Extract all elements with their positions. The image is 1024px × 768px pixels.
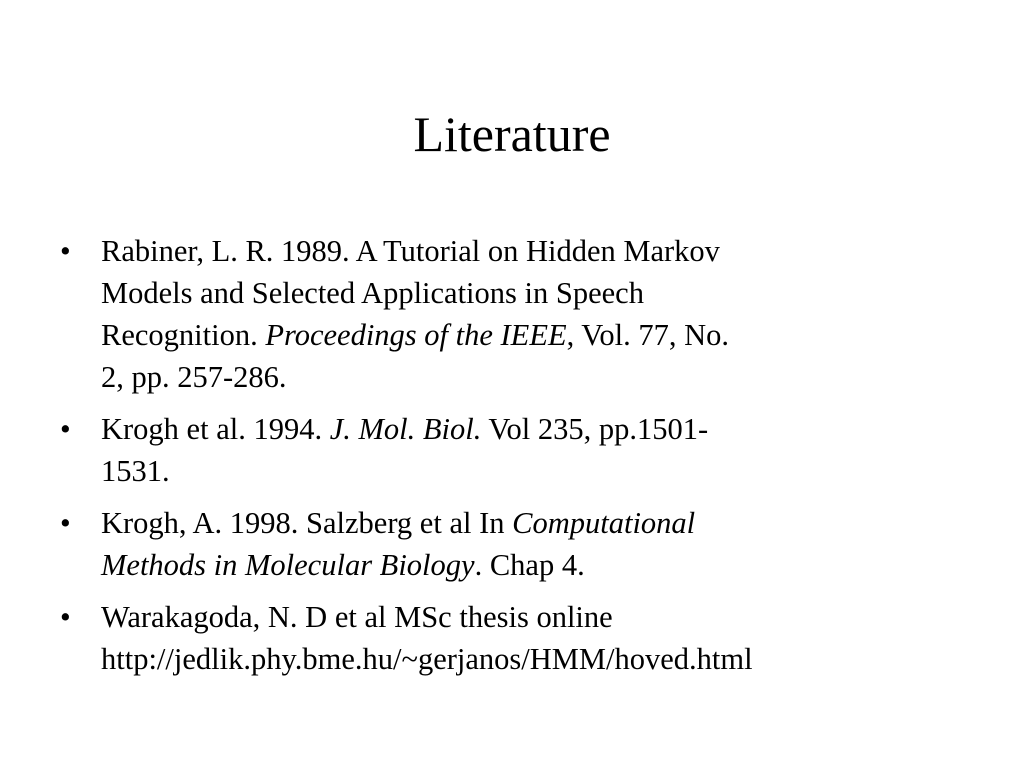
reference-line bbox=[101, 544, 980, 586]
reference-segment: Krogh, A. 1998. Salzberg et al In bbox=[101, 506, 513, 540]
reference-item bbox=[60, 596, 980, 680]
reference-line bbox=[101, 314, 980, 356]
reference-text bbox=[101, 502, 980, 586]
reference-segment: Recognition. bbox=[101, 318, 266, 352]
reference-text bbox=[101, 230, 980, 398]
reference-segment: Krogh et al. 1994. bbox=[101, 412, 330, 446]
reference-list bbox=[60, 230, 980, 690]
reference-segment: Vol 235, pp.1501- bbox=[481, 412, 709, 446]
reference-segment: . Chap 4. bbox=[474, 548, 585, 582]
slide-title: Literature bbox=[413, 106, 611, 162]
reference-segment: Warakagoda, N. D et al MSc thesis online bbox=[101, 600, 613, 634]
book-title: Methods in Molecular Biology bbox=[101, 548, 475, 582]
reference-line bbox=[101, 450, 980, 492]
reference-line bbox=[101, 230, 980, 272]
reference-item bbox=[60, 502, 980, 586]
reference-line bbox=[101, 356, 980, 398]
bullet-icon: • bbox=[60, 412, 71, 446]
reference-segment: , Vol. 77, No. bbox=[566, 318, 729, 352]
reference-item bbox=[60, 230, 980, 398]
reference-line bbox=[101, 272, 980, 314]
bullet-icon: • bbox=[60, 234, 71, 268]
journal-name: J. Mol. Biol. bbox=[329, 412, 482, 446]
reference-item bbox=[60, 408, 980, 492]
reference-segment: 2, pp. 257-286. bbox=[101, 360, 287, 394]
reference-line bbox=[101, 596, 980, 638]
reference-segment: Rabiner, L. R. 1989. A Tutorial on Hidden Markov bbox=[101, 234, 720, 268]
reference-segment: Models and Selected Applications in Speech bbox=[101, 276, 644, 310]
book-title: Computational bbox=[512, 506, 696, 540]
bullet-icon: • bbox=[60, 600, 71, 634]
journal-name: Proceedings of the IEEE bbox=[265, 318, 567, 352]
reference-segment: 1531. bbox=[101, 454, 170, 488]
bullet-icon: • bbox=[60, 506, 71, 540]
reference-line bbox=[101, 502, 980, 544]
reference-url: http://jedlik.phy.bme.hu/~gerjanos/HMM/hoved.html bbox=[101, 642, 753, 676]
reference-text bbox=[101, 408, 980, 492]
reference-line bbox=[101, 638, 980, 680]
reference-text bbox=[101, 596, 980, 680]
reference-line bbox=[101, 408, 980, 450]
